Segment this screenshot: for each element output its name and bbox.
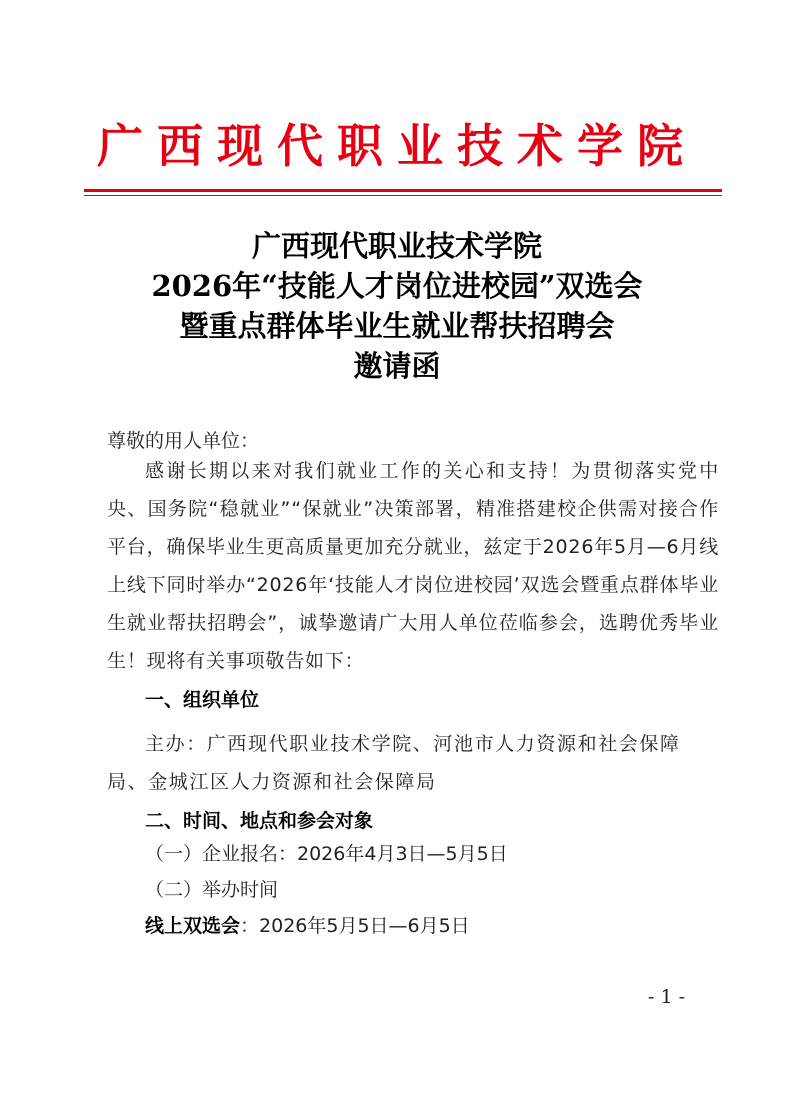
list-item-online-fair: [145, 907, 757, 945]
online-fair-dates: ：2026年5月5日—6月5日: [240, 915, 470, 937]
letterhead-rule-thick: [84, 189, 722, 192]
salutation: 尊敬的用人单位：: [107, 430, 260, 452]
page-number: - 1 -: [648, 986, 686, 1008]
doc-title-line2: 2026年“技能人才岗位进校园”双选会: [151, 269, 643, 303]
doc-title-line3: 暨重点群体毕业生就业帮扶招聘会: [179, 309, 615, 343]
intro-paragraph: 感谢长期以来对我们就业工作的关心和支持！为贯彻落实党中央、国务院“稳就业”“保就业”决策部署，精准搭建校企供需对接合作平台，确保毕业生更高质量更加充分就业，兹定于2026年5月—6月线上线下同时举办“2026年‘技能人才岗位进校园’双选会暨重点群体毕业生就业帮扶招聘会”，诚挚邀请广大用人单位莅临参会，选聘优秀毕业生！现将有关事项敬告如下：: [107, 460, 719, 672]
section-heading-organizers: 一、组织单位: [145, 689, 260, 711]
doc-title-line4: 邀请函: [353, 349, 441, 383]
online-fair-label: 线上双选会: [145, 915, 241, 937]
letterhead-rule-thin: [84, 195, 722, 196]
doc-title-line1: 广西现代职业技术学院: [251, 229, 542, 263]
section-heading-time-place: 二、时间、地点和参会对象: [145, 810, 374, 832]
organizers-paragraph: 主办：广西现代职业技术学院、河池市人力资源和社会保障局、金城江区人力资源和社会保障局: [107, 733, 681, 793]
list-item-registration: （一）企业报名：2026年4月3日—5月5日: [145, 843, 508, 865]
letterhead-title: 广西现代职业技术学院: [97, 119, 697, 173]
list-item-schedule: （二）举办时间: [145, 879, 279, 901]
